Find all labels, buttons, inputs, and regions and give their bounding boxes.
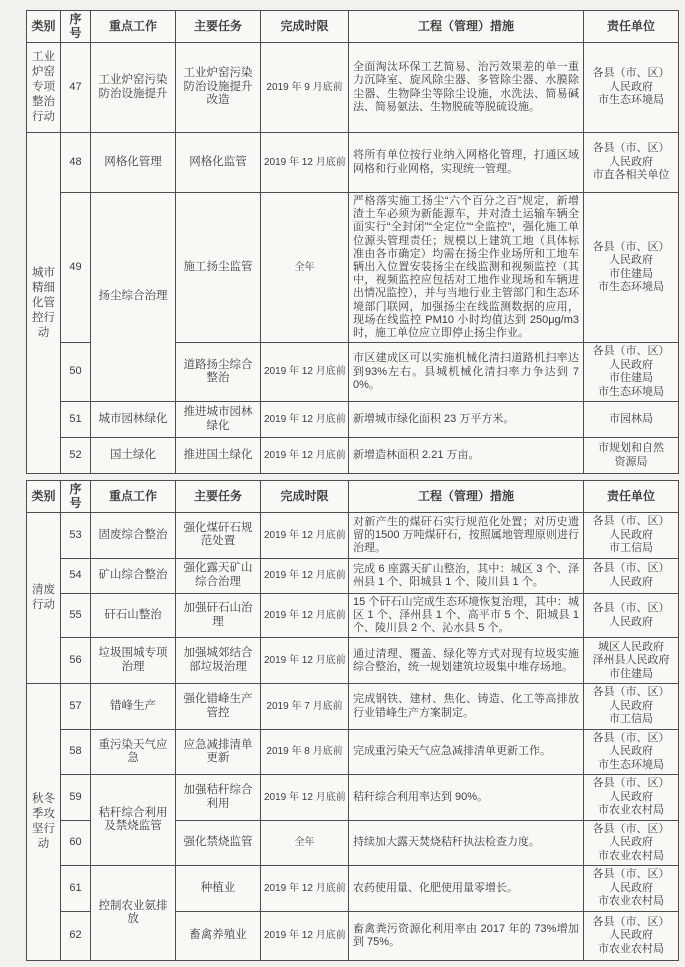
column-header-6: 责任单位 [584, 11, 679, 43]
responsible-unit-line: 各县（市、区） [592, 602, 670, 615]
responsible-unit-line: 人民政府 [609, 699, 653, 712]
responsible-unit-line: 市农业农村局 [598, 804, 664, 817]
deadline-cell: 2019 年 12 月底前 [261, 438, 349, 474]
deadline-cell: 2019 年 12 月底前 [261, 638, 349, 684]
deadline-cell: 2019 年 12 月底前 [261, 133, 349, 193]
responsible-unit-line: 各县（市、区） [592, 822, 670, 835]
responsible-unit-line: 市规划和自然 [598, 442, 664, 455]
column-header-2: 重点工作 [91, 481, 176, 513]
table-row [27, 402, 679, 438]
responsible-unit-cell [584, 820, 679, 866]
responsible-unit-cell [584, 438, 679, 474]
responsible-unit-line: 人民政府 [609, 790, 653, 803]
column-header-1: 序号 [61, 11, 91, 43]
measures-cell: 严格落实施工扬尘“六个百分之百”规定，新增渣土车必须为新能源车，并对渣土运输车辆全面实行“全封闭”“全定位”“全监控”，强化施工单位源头管理责任；规模以上建筑工地（具体标准由各市确定）均需在扬尘作业场所和工地车辆出入位置安装扬尘在线监测和视频监控（其中，视频监控应包括对工地作业现场和车辆进出情况监控），并与当地行业主管部门和生态环境部门联网，加强扬尘在线监测数据的应用，现场在线监控 PM10 小时均值达到 250μg/m3 时，施工单位应立即停止扬尘作业。 [349, 193, 584, 343]
responsible-unit-line: 人民政府 [609, 80, 653, 93]
deadline-cell: 2019 年 12 月底前 [261, 866, 349, 912]
key-work-cell: 垃圾围城专项治理 [91, 638, 176, 684]
table-row [27, 438, 679, 474]
main-task-cell: 道路扬尘综合整治 [176, 343, 261, 402]
responsible-unit-cell [584, 729, 679, 775]
responsible-unit-cell [584, 343, 679, 402]
key-work-cell: 矸石山整治 [91, 593, 176, 638]
serial-number-cell: 55 [61, 593, 91, 638]
responsible-unit-cell [584, 775, 679, 821]
measures-cell: 对新产生的煤矸石实行规范化处置；对历史遗留的1500 万吨煤矸石，按照属地管理原则进行治理。 [349, 513, 584, 559]
responsible-unit-cell [584, 684, 679, 730]
category-cell: 秋冬季攻坚行动 [27, 684, 61, 961]
responsible-unit-line: 各县（市、区） [592, 777, 670, 790]
key-work-cell: 国土绿化 [91, 438, 176, 474]
table-row [27, 729, 679, 775]
main-task-cell: 加强秸秆综合利用 [176, 775, 261, 821]
column-header-0: 类别 [27, 481, 61, 513]
deadline-cell: 2019 年 12 月底前 [261, 911, 349, 960]
responsible-unit-line: 各县（市、区） [592, 731, 670, 744]
responsible-unit-line: 市生态环境局 [598, 94, 664, 107]
responsible-unit-line: 人民政府 [609, 836, 653, 849]
key-work-cell: 错峰生产 [91, 684, 176, 730]
table-row [27, 775, 679, 821]
measures-cell: 完成钢铁、建材、焦化、铸造、化工等高排放行业错峰生产方案制定。 [349, 684, 584, 730]
serial-number-cell: 60 [61, 820, 91, 866]
responsible-unit-line: 市生态环境局 [598, 281, 664, 294]
responsible-unit-line: 市园林局 [609, 412, 653, 425]
deadline-cell: 全年 [261, 193, 349, 343]
responsible-unit-line: 市农业农村局 [598, 942, 664, 955]
column-header-1: 序号 [61, 481, 91, 513]
serial-number-cell: 56 [61, 638, 91, 684]
deadline-cell: 2019 年 8 月底前 [261, 729, 349, 775]
main-task-cell: 应急减排清单更新 [176, 729, 261, 775]
category-cell: 城市精细化管控行动 [27, 133, 61, 474]
responsible-unit-line: 人民政府 [609, 615, 653, 628]
measures-cell: 通过清理、覆盖、绿化等方式对现有垃圾实施综合整治，统一规划建筑垃圾集中堆存场地。 [349, 638, 584, 684]
responsible-unit-line: 各县（市、区） [592, 915, 670, 928]
column-header-0: 类别 [27, 11, 61, 43]
key-work-cell: 秸秆综合利用及禁烧监管 [91, 775, 176, 866]
serial-number-cell: 61 [61, 866, 91, 912]
main-task-cell: 施工扬尘监管 [176, 193, 261, 343]
measures-cell: 将所有单位按行业纳入网格化管理，打通区域网格和行业网格，实现统一管理。 [349, 133, 584, 193]
category-cell: 工业炉窑专项整治行动 [27, 43, 61, 133]
serial-number-cell: 53 [61, 513, 91, 559]
responsible-unit-cell [584, 638, 679, 684]
measures-cell: 全面淘汰环保工艺简易、治污效果差的单一重力沉降室、旋风除尘器、多管除尘器、水膜除尘器、生物降尘等除尘设施，水洗法、简易碱法、简易氨法、生物脱硫等脱硫设施。 [349, 43, 584, 133]
responsible-unit-line: 人民政府 [609, 575, 653, 588]
main-task-cell: 工业炉窑污染防治设施提升改造 [176, 43, 261, 133]
main-task-cell: 强化禁烧监管 [176, 820, 261, 866]
deadline-cell: 2019 年 12 月底前 [261, 343, 349, 402]
responsible-unit-line: 人民政府 [609, 358, 653, 371]
measures-cell: 新增造林面积 2.21 万亩。 [349, 438, 584, 474]
responsible-unit-line: 市工信局 [609, 542, 653, 555]
serial-number-cell: 49 [61, 193, 91, 343]
deadline-cell: 2019 年 7 月底前 [261, 684, 349, 730]
responsible-unit-line: 各县（市、区） [592, 686, 670, 699]
main-task-cell: 强化错峰生产管控 [176, 684, 261, 730]
responsible-unit-line: 各县（市、区） [592, 562, 670, 575]
responsible-unit-cell [584, 43, 679, 133]
responsible-unit-line: 各县（市、区） [592, 240, 670, 253]
table-row [27, 684, 679, 730]
responsible-unit-line: 市农业农村局 [598, 895, 664, 908]
column-header-3: 主要任务 [176, 11, 261, 43]
measures-cell: 完成重污染天气应急减排清单更新工作。 [349, 729, 584, 775]
responsible-unit-line: 各县（市、区） [592, 142, 670, 155]
deadline-cell: 2019 年 12 月底前 [261, 558, 349, 593]
main-task-cell: 网格化监管 [176, 133, 261, 193]
deadline-cell: 2019 年 12 月底前 [261, 775, 349, 821]
responsible-unit-line: 人民政府 [609, 929, 653, 942]
table-row [27, 866, 679, 912]
key-work-cell: 扬尘综合治理 [91, 193, 176, 402]
responsible-unit-line: 人民政府 [609, 155, 653, 168]
measures-cell: 秸秆综合利用率达到 90%。 [349, 775, 584, 821]
responsible-unit-cell [584, 558, 679, 593]
responsible-unit-cell [584, 133, 679, 193]
serial-number-cell: 47 [61, 43, 91, 133]
responsible-unit-line: 市生态环境局 [598, 758, 664, 771]
deadline-cell: 全年 [261, 820, 349, 866]
column-header-4: 完成时限 [261, 11, 349, 43]
responsible-unit-line: 资源局 [614, 455, 648, 468]
responsible-unit-cell [584, 402, 679, 438]
measures-cell: 新增城市绿化面积 23 万平方米。 [349, 402, 584, 438]
responsible-unit-line: 市住建局 [609, 267, 653, 280]
responsible-unit-line: 市直各相关单位 [592, 169, 670, 182]
main-task-cell: 强化煤矸石规范处置 [176, 513, 261, 559]
measures-cell: 完成 6 座露天矿山整治，其中：城区 3 个、泽州县 1 个、阳城县 1 个、陵川县 1 个。 [349, 558, 584, 593]
serial-number-cell: 54 [61, 558, 91, 593]
main-task-cell: 推进城市园林绿化 [176, 402, 261, 438]
table-row [27, 593, 679, 638]
responsible-unit-line: 市住建局 [609, 667, 653, 680]
action-plan-table-rows-47-52 [26, 10, 679, 474]
responsible-unit-line: 市住建局 [609, 372, 653, 385]
key-work-cell: 矿山综合整治 [91, 558, 176, 593]
key-work-cell: 工业炉窑污染防治设施提升 [91, 43, 176, 133]
measures-cell: 持续加大露天焚烧秸秆执法检查力度。 [349, 820, 584, 866]
main-task-cell: 畜禽养殖业 [176, 911, 261, 960]
responsible-unit-line: 市工信局 [609, 713, 653, 726]
category-cell: 清废行动 [27, 513, 61, 684]
column-header-6: 责任单位 [584, 481, 679, 513]
deadline-cell: 2019 年 12 月底前 [261, 402, 349, 438]
table-row [27, 43, 679, 133]
responsible-unit-line: 人民政府 [609, 745, 653, 758]
main-task-cell: 强化露天矿山综合治理 [176, 558, 261, 593]
responsible-unit-line: 市生态环境局 [598, 385, 664, 398]
responsible-unit-cell [584, 866, 679, 912]
responsible-unit-line: 泽州县人民政府 [592, 654, 670, 667]
main-task-cell: 推进国土绿化 [176, 438, 261, 474]
serial-number-cell: 50 [61, 343, 91, 402]
header-row [27, 481, 679, 513]
key-work-cell: 网格化管理 [91, 133, 176, 193]
responsible-unit-line: 各县（市、区） [592, 515, 670, 528]
table-row [27, 513, 679, 559]
measures-cell: 市区建成区可以实施机械化清扫道路机扫率达到93%左右。县城机械化清扫率力争达到 70%。 [349, 343, 584, 402]
serial-number-cell: 57 [61, 684, 91, 730]
responsible-unit-line: 城区人民政府 [598, 640, 664, 653]
serial-number-cell: 62 [61, 911, 91, 960]
key-work-cell: 固废综合整治 [91, 513, 176, 559]
table-row [27, 193, 679, 343]
responsible-unit-line: 人民政府 [609, 254, 653, 267]
column-header-5: 工程（管理）措施 [349, 11, 584, 43]
responsible-unit-line: 人民政府 [609, 528, 653, 541]
serial-number-cell: 58 [61, 729, 91, 775]
main-task-cell: 加强矸石山治理 [176, 593, 261, 638]
measures-cell: 15 个矸石山完成生态环境恢复治理，其中：城区 1 个、泽州县 1 个、高平市 5 个、阳城县 1 个、陵川县 2 个、沁水县 5 个。 [349, 593, 584, 638]
responsible-unit-line: 市农业农村局 [598, 849, 664, 862]
column-header-2: 重点工作 [91, 11, 176, 43]
deadline-cell: 2019 年 9 月底前 [261, 43, 349, 133]
column-header-4: 完成时限 [261, 481, 349, 513]
measures-cell: 农药使用量、化肥使用量零增长。 [349, 866, 584, 912]
responsible-unit-line: 人民政府 [609, 881, 653, 894]
deadline-cell: 2019 年 12 月底前 [261, 593, 349, 638]
responsible-unit-line: 各县（市、区） [592, 67, 670, 80]
main-task-cell: 种植业 [176, 866, 261, 912]
column-header-5: 工程（管理）措施 [349, 481, 584, 513]
responsible-unit-line: 各县（市、区） [592, 868, 670, 881]
deadline-cell: 2019 年 12 月底前 [261, 513, 349, 559]
table-row [27, 133, 679, 193]
table-row [27, 638, 679, 684]
column-header-3: 主要任务 [176, 481, 261, 513]
table-row [27, 558, 679, 593]
main-task-cell: 加强城郊结合部垃圾治理 [176, 638, 261, 684]
responsible-unit-cell [584, 513, 679, 559]
key-work-cell: 重污染天气应急 [91, 729, 176, 775]
responsible-unit-cell [584, 193, 679, 343]
responsible-unit-cell [584, 593, 679, 638]
responsible-unit-cell [584, 911, 679, 960]
serial-number-cell: 52 [61, 438, 91, 474]
serial-number-cell: 51 [61, 402, 91, 438]
action-plan-table-rows-53-62 [26, 480, 679, 961]
responsible-unit-line: 各县（市、区） [592, 345, 670, 358]
key-work-cell: 控制农业氨排放 [91, 866, 176, 961]
serial-number-cell: 59 [61, 775, 91, 821]
key-work-cell: 城市园林绿化 [91, 402, 176, 438]
serial-number-cell: 48 [61, 133, 91, 193]
measures-cell: 畜禽粪污资源化利用率由 2017 年的 73%增加到 75%。 [349, 911, 584, 960]
header-row [27, 11, 679, 43]
